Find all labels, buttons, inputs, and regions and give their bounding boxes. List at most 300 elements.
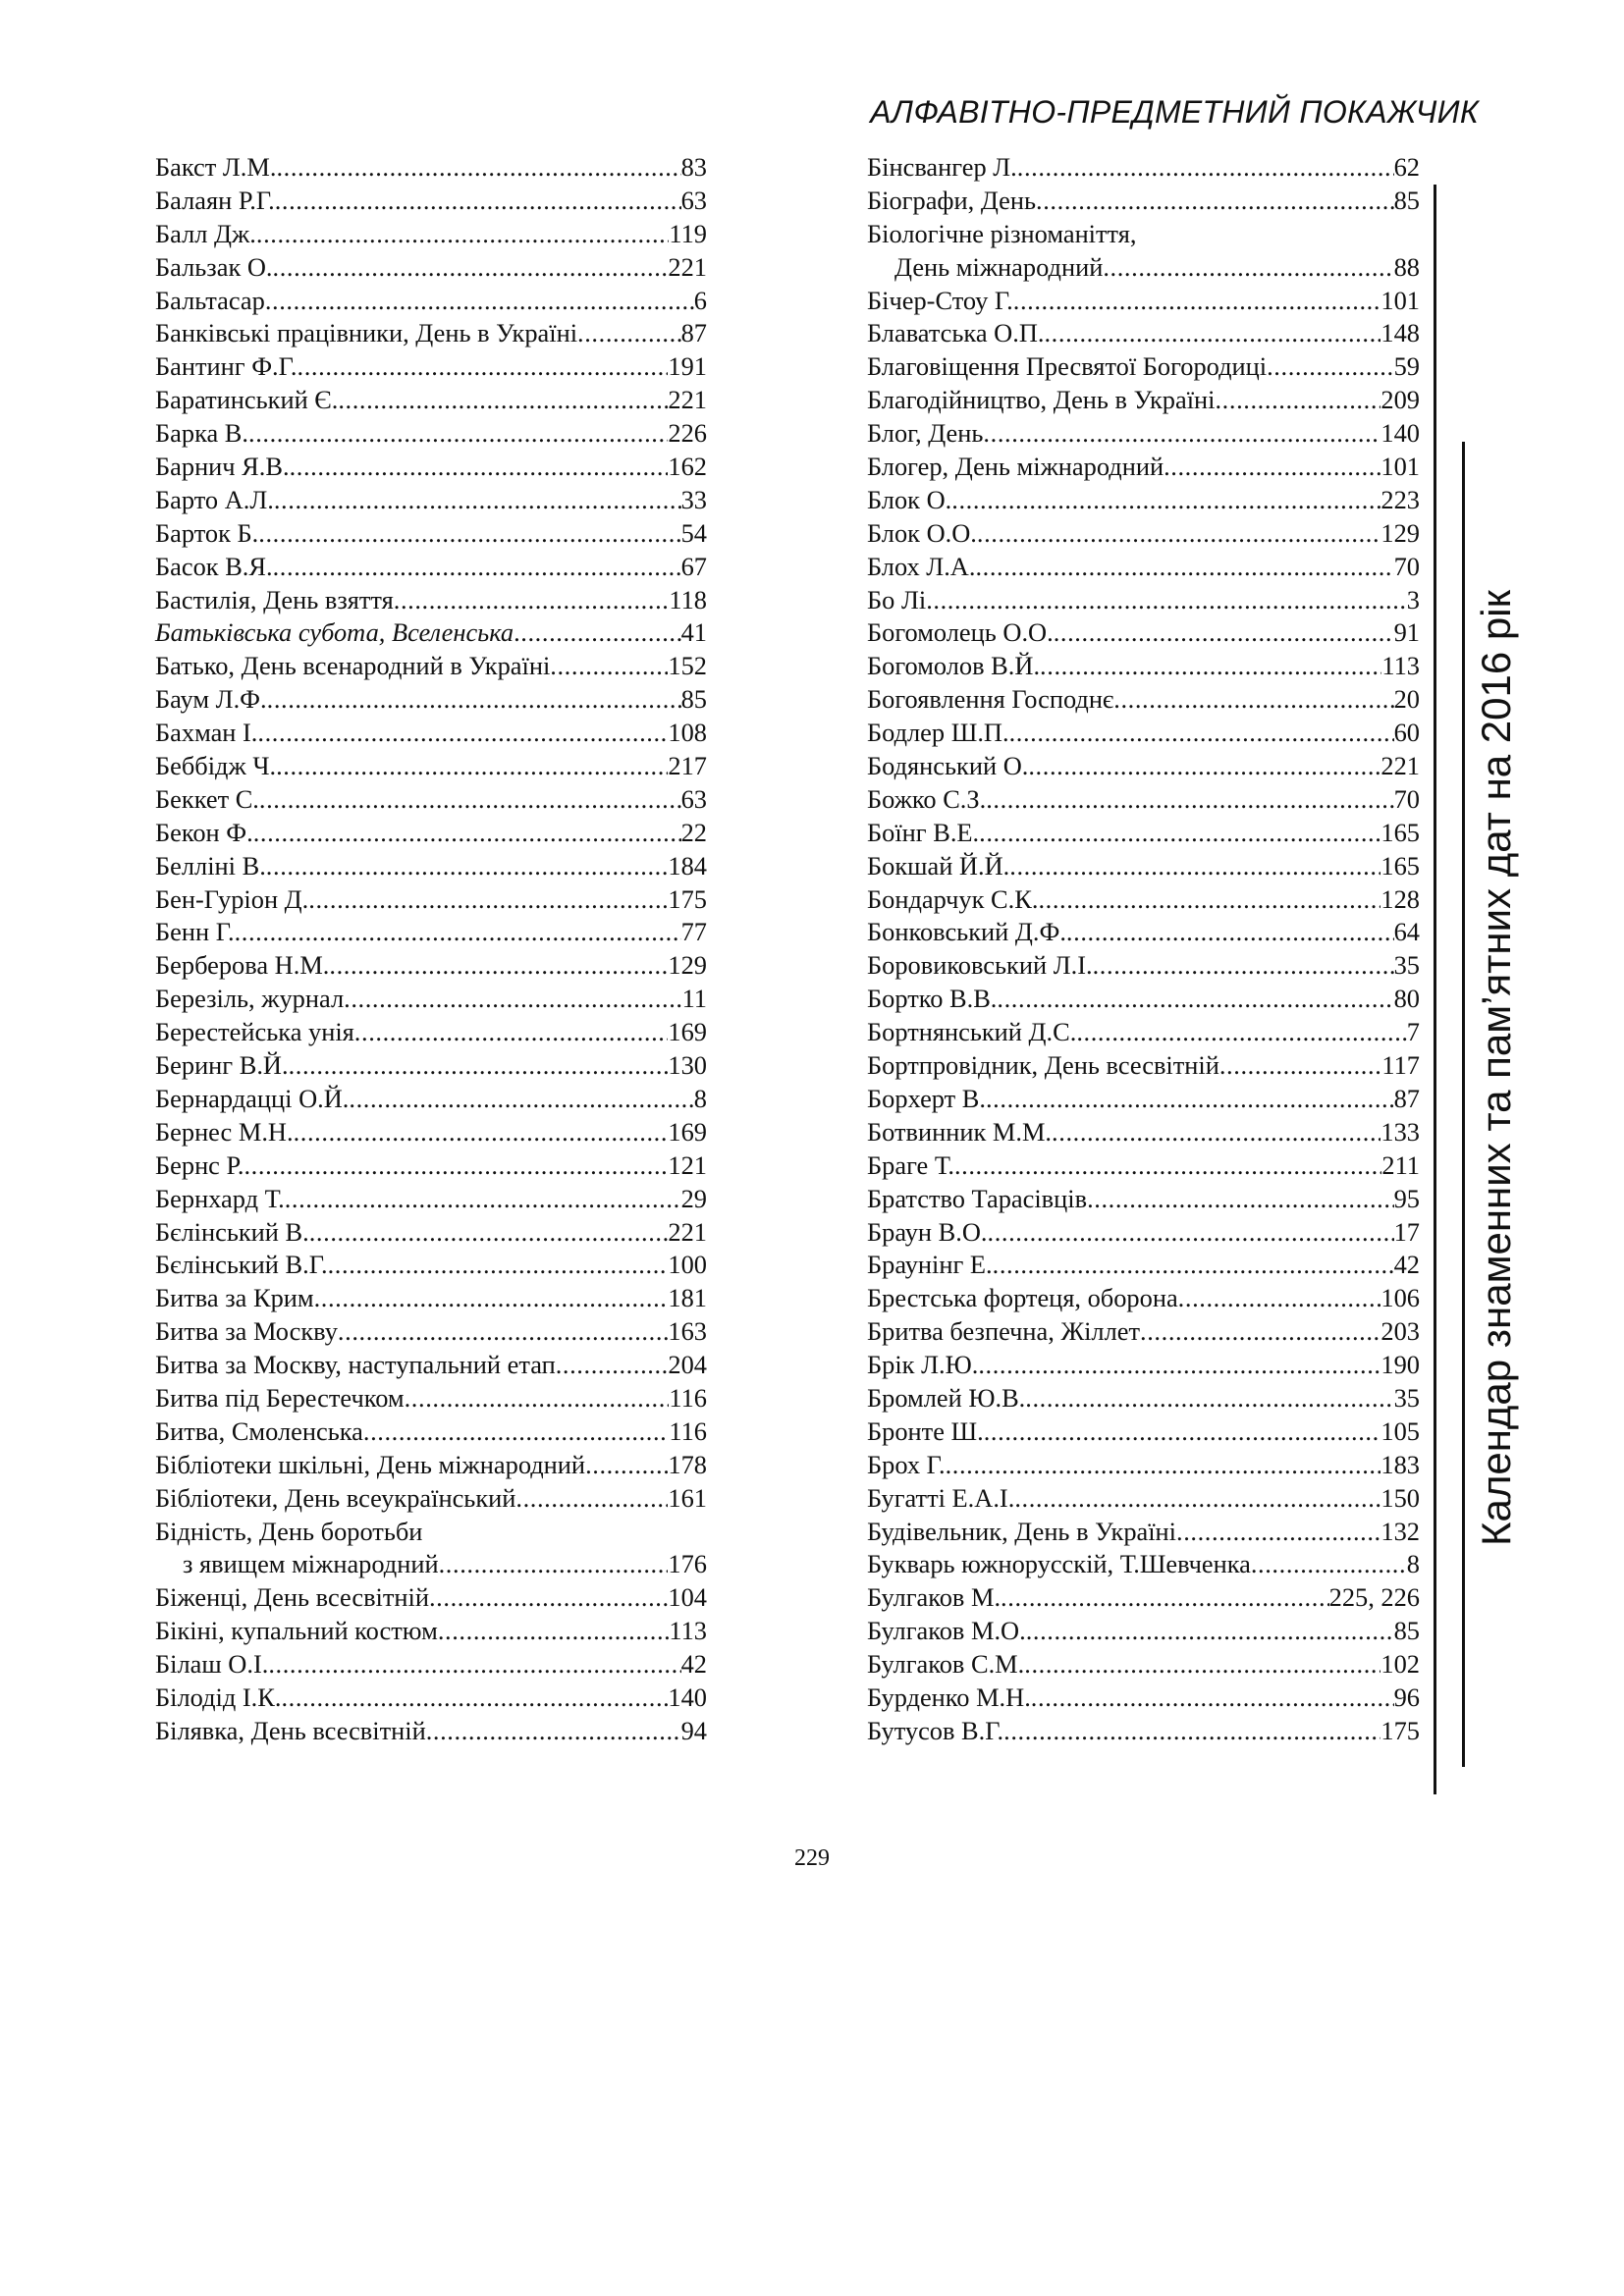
- index-entry-page: 101: [1380, 452, 1420, 482]
- index-entry-page: 130: [668, 1050, 707, 1081]
- index-entry-page: 85: [680, 684, 707, 715]
- index-entry-page: 42: [1393, 1250, 1420, 1280]
- index-entry-name: Бен-Гуріон Д.: [155, 883, 309, 914]
- index-entry: [155, 1682, 707, 1715]
- index-entry-name: Бальзак О.: [155, 251, 273, 282]
- index-entry: [155, 650, 707, 683]
- index-entry: [867, 1083, 1420, 1116]
- index-entry-name: Бакст Л.М.: [155, 152, 277, 182]
- index-entry: [155, 1183, 707, 1216]
- dot-leader: [515, 1482, 668, 1516]
- index-entry-name: Бібліотеки, День всеукраїнський: [155, 1482, 516, 1513]
- index-entry-page: 87: [1393, 1083, 1420, 1113]
- dot-leader: [1113, 683, 1393, 717]
- dot-leader: [988, 1216, 1394, 1250]
- dot-leader: [1014, 1482, 1380, 1516]
- dot-leader: [258, 517, 680, 551]
- index-entry-name: Боровиковський Л.І.: [867, 950, 1093, 981]
- index-entry-page: 184: [668, 850, 707, 881]
- index-entry-page: 133: [1380, 1116, 1420, 1147]
- index-entry-name: Біженці, День всесвітній: [155, 1582, 429, 1613]
- index-entry-page: 217: [668, 751, 707, 781]
- index-entry-page: 132: [1380, 1516, 1420, 1546]
- index-entry-name: Бокшай Й.Й.: [867, 850, 1010, 881]
- index-entry: [867, 949, 1420, 983]
- index-entry: [867, 350, 1420, 384]
- index-entry-name: Берестейська унія: [155, 1017, 354, 1047]
- dot-leader: [274, 484, 681, 517]
- index-entry-name: Будівельник, День в Україні: [867, 1516, 1177, 1546]
- dot-leader: [235, 916, 681, 949]
- index-entry-name: Битва за Москву, наступальний етап: [155, 1350, 556, 1380]
- index-entry: [155, 317, 707, 350]
- index-entry-name: Белліні В.: [155, 850, 266, 881]
- index-entry: [155, 883, 707, 917]
- index-entry-name: Бромлей Ю.В.: [867, 1382, 1026, 1413]
- index-entry-page: 175: [1380, 1715, 1420, 1745]
- index-entry: [155, 1615, 707, 1648]
- index-entry: [155, 350, 707, 384]
- index-entry-page: 63: [680, 185, 707, 215]
- dot-leader: [257, 717, 668, 750]
- index-entry-name: Барток Б.: [155, 517, 259, 548]
- index-entry: [867, 850, 1420, 883]
- index-entry-name: Бібліотеки шкільні, День міжнародний: [155, 1449, 586, 1479]
- dot-leader: [338, 384, 668, 417]
- index-entry-page: 140: [668, 1682, 707, 1712]
- index-entry-name: Бронте Ш.: [867, 1415, 984, 1446]
- index-entry: [867, 317, 1420, 350]
- dot-leader: [1024, 1648, 1380, 1682]
- index-entry-page: 181: [668, 1283, 707, 1313]
- index-entry-name: Бугатті Е.А.І.: [867, 1482, 1015, 1513]
- dot-leader: [926, 584, 1407, 617]
- index-entry-page: 6: [693, 285, 707, 315]
- dot-leader: [276, 151, 680, 185]
- dot-leader: [1009, 717, 1394, 750]
- dot-leader: [253, 817, 681, 850]
- dot-leader: [290, 451, 669, 484]
- dot-leader: [314, 1282, 669, 1315]
- dot-leader: [979, 817, 1380, 850]
- dot-leader: [256, 218, 670, 251]
- spine-title: Календар знаменних та пам’ятних дат на 2016 рік: [1473, 590, 1519, 1546]
- index-entry-name: Балл Дж.: [155, 218, 256, 248]
- index-entry-page: 117: [1381, 1050, 1420, 1081]
- index-entry-name: Блок О.О.: [867, 517, 977, 548]
- index-entry: [155, 750, 707, 783]
- dot-leader: [986, 1083, 1394, 1116]
- index-entry: [155, 1216, 707, 1250]
- index-entry-page: 95: [1393, 1183, 1420, 1213]
- index-entry: [155, 1149, 707, 1183]
- index-entry: [867, 417, 1420, 451]
- dot-leader: [993, 1249, 1394, 1282]
- index-entry-name: Барка В.: [155, 418, 248, 449]
- index-entry-page: 67: [680, 551, 707, 581]
- index-entry: [867, 1449, 1420, 1482]
- dot-leader: [265, 285, 694, 318]
- dot-leader: [1013, 285, 1381, 318]
- index-entry-page: 128: [1380, 883, 1420, 914]
- index-entry: [867, 1183, 1420, 1216]
- margin-rule-inner: [1462, 442, 1465, 1767]
- index-entry-name: Балаян Р.Г.: [155, 185, 275, 215]
- dot-leader: [1066, 916, 1394, 949]
- index-entry: [155, 1415, 707, 1449]
- index-entry-page: 88: [1393, 251, 1420, 282]
- index-entry: [155, 717, 707, 750]
- index-entry: [155, 983, 707, 1016]
- index-entry: [867, 1615, 1420, 1648]
- index-entry: [867, 1249, 1420, 1282]
- dot-leader: [577, 317, 681, 350]
- margin-rule-outer: [1434, 185, 1436, 1794]
- dot-leader: [1052, 1116, 1380, 1149]
- index-entry: [155, 783, 707, 817]
- index-column-right: [867, 151, 1420, 1748]
- index-entry-name: Букварь южнорусскій, Т.Шевченка: [867, 1549, 1251, 1579]
- index-entry-page: 221: [668, 385, 707, 415]
- index-entry-page: 190: [1380, 1350, 1420, 1380]
- index-entry: [867, 916, 1420, 949]
- index-entry-page: 121: [668, 1149, 707, 1180]
- index-entry: [155, 616, 707, 650]
- index-entry: [155, 517, 707, 551]
- dot-leader: [338, 1315, 668, 1349]
- index-entry-name: Бікіні, купальний костюм: [155, 1616, 438, 1646]
- index-entry-name: Битва за Москву: [155, 1316, 338, 1347]
- index-entry-name: Булгаков М.: [867, 1582, 1001, 1613]
- dot-leader: [975, 551, 1393, 584]
- index-entry: [867, 1349, 1420, 1382]
- index-entry-page: 54: [680, 517, 707, 548]
- dot-leader: [308, 883, 668, 917]
- index-entry: [155, 1482, 707, 1516]
- index-entry: [867, 584, 1420, 617]
- dot-leader: [986, 783, 1393, 817]
- index-entry-name: Бутусов В.Г.: [867, 1715, 1004, 1745]
- index-entry-name: Бернес М.Н.: [155, 1116, 294, 1147]
- dot-leader: [983, 417, 1380, 451]
- index-entry-page: 178: [668, 1449, 707, 1479]
- index-entry-name: Булгаков М.О.: [867, 1616, 1026, 1646]
- index-entry-page: 91: [1393, 617, 1420, 648]
- dot-leader: [1040, 650, 1381, 683]
- dot-leader: [1038, 883, 1380, 917]
- index-entry-name: Баратинський Є.: [155, 385, 339, 415]
- index-entry: [155, 1282, 707, 1315]
- index-entry: [155, 151, 707, 185]
- index-entry-page: 3: [1406, 584, 1420, 614]
- index-entry-page: 85: [1393, 1616, 1420, 1646]
- dot-leader: [429, 1581, 668, 1615]
- index-entry-page: 209: [1380, 385, 1420, 415]
- index-entry-heading: Бідність, День боротьби: [155, 1516, 423, 1546]
- index-entry-page: 140: [1380, 418, 1420, 449]
- index-entry-name: Божко С.З.: [867, 783, 987, 814]
- index-entry-name: Бортнянський Д.С.: [867, 1017, 1077, 1047]
- index-entry-page: 152: [668, 651, 707, 681]
- index-entry-page: 96: [1393, 1682, 1420, 1712]
- index-entry-name: Ботвинник М.М.: [867, 1116, 1053, 1147]
- index-entry-name: Барнич Я.В.: [155, 452, 290, 482]
- index-entry-name: Богомолов В.Й.: [867, 651, 1041, 681]
- dot-leader: [1178, 1282, 1381, 1315]
- index-entry: [155, 417, 707, 451]
- index-entry-page: 35: [1393, 1382, 1420, 1413]
- index-entry: [867, 285, 1420, 318]
- dot-leader: [556, 1349, 669, 1382]
- index-entry-page: 70: [1393, 783, 1420, 814]
- index-entry: [155, 850, 707, 883]
- dot-leader: [1164, 451, 1380, 484]
- index-entry-page: 102: [1380, 1649, 1420, 1680]
- index-entry: [867, 484, 1420, 517]
- index-entry-name: Бортко В.В.: [867, 984, 998, 1014]
- index-entry-name: Блогер, День міжнародний: [867, 452, 1164, 482]
- index-entry-name: Бінсвангер Л.: [867, 152, 1017, 182]
- index-entry-name: Браун В.О.: [867, 1216, 988, 1247]
- index-entry-page: 129: [1380, 517, 1420, 548]
- dot-leader: [1054, 616, 1394, 650]
- dot-leader: [1093, 949, 1394, 983]
- dot-leader: [1215, 384, 1380, 417]
- index-entry-page: 150: [1380, 1482, 1420, 1513]
- index-entry: [155, 1449, 707, 1482]
- index-entry: [867, 1648, 1420, 1682]
- index-entry: [867, 251, 1420, 285]
- index-entry-page: 211: [1381, 1149, 1420, 1180]
- index-entry-page: 221: [668, 251, 707, 282]
- index-entry-name: Бритва безпечна, Жіллет: [867, 1316, 1141, 1347]
- index-entry: [155, 1548, 707, 1581]
- index-entry-page: 105: [1380, 1415, 1420, 1446]
- index-entry: [867, 1049, 1420, 1083]
- index-entry: [155, 1581, 707, 1615]
- index-entry: [867, 783, 1420, 817]
- index-entry-page: 226: [668, 418, 707, 449]
- index-entry-name: Басок В.Я.: [155, 551, 273, 581]
- index-entry-page: 163: [668, 1316, 707, 1347]
- dot-leader: [997, 983, 1393, 1016]
- dot-leader: [266, 850, 669, 883]
- index-entry: [867, 1016, 1420, 1049]
- dot-leader: [1176, 1516, 1380, 1549]
- index-entry-page: 101: [1380, 285, 1420, 315]
- index-entry: [155, 484, 707, 517]
- dot-leader: [394, 584, 670, 617]
- index-entry-name: Бернардацці О.Й.: [155, 1083, 350, 1113]
- dot-leader: [294, 1116, 669, 1149]
- index-entry-page: 161: [668, 1482, 707, 1513]
- index-entry: [155, 285, 707, 318]
- index-entry: [867, 1682, 1420, 1715]
- index-entry-name: Беккет С.: [155, 783, 259, 814]
- dot-leader: [1028, 750, 1380, 783]
- dot-leader: [363, 1415, 670, 1449]
- index-entry-name: Бастилія, День взяття: [155, 584, 394, 614]
- index-entry-name: Блог, День: [867, 418, 984, 449]
- index-entry-continued: День міжнародний: [894, 251, 1104, 282]
- index-entry: [155, 185, 707, 218]
- index-entry-name: Бальтасар: [155, 285, 265, 315]
- dot-leader: [1036, 185, 1394, 218]
- index-entry: [867, 151, 1420, 185]
- dot-leader: [268, 1648, 680, 1682]
- index-entry-page: 60: [1393, 718, 1420, 748]
- index-entry-name: Богомолець О.О.: [867, 617, 1054, 648]
- index-entry-page: 17: [1393, 1216, 1420, 1247]
- index-entry-page: 176: [668, 1549, 707, 1579]
- index-entry-name: Благодійництво, День в Україні: [867, 385, 1216, 415]
- index-entry-name: Брох Г.: [867, 1449, 946, 1479]
- index-entry-name: Братство Тарасівців: [867, 1183, 1088, 1213]
- index-entry-page: 41: [680, 617, 707, 648]
- dot-leader: [405, 1382, 670, 1415]
- index-entry-page: 191: [668, 351, 707, 382]
- index-entry: [155, 384, 707, 417]
- index-entry: [155, 218, 707, 251]
- dot-leader: [1044, 317, 1380, 350]
- index-entry-page: 83: [680, 152, 707, 182]
- dot-leader: [259, 783, 681, 817]
- index-entry-name: Берберова Н.М.: [155, 950, 330, 981]
- index-entry: [155, 1315, 707, 1349]
- index-entry-name: Біографи, День: [867, 185, 1037, 215]
- dot-leader: [344, 983, 681, 1016]
- dot-leader: [309, 1216, 669, 1250]
- index-entry-page: 223: [1380, 484, 1420, 514]
- index-entry: [155, 451, 707, 484]
- index-entry: [867, 883, 1420, 917]
- index-entry-name: Богоявлення Господнє: [867, 684, 1114, 715]
- index-entry: [867, 1382, 1420, 1415]
- index-entry: [155, 1648, 707, 1682]
- index-entry-name: Бєлінський В.: [155, 1216, 309, 1247]
- index-entry: [155, 1715, 707, 1748]
- index-entry: [155, 584, 707, 617]
- index-entry: [867, 750, 1420, 783]
- index-entry-name: Бенн Г.: [155, 917, 235, 947]
- index-entry: [867, 1149, 1420, 1183]
- index-entry-page: 80: [1393, 984, 1420, 1014]
- index-entry-page: 85: [1393, 185, 1420, 215]
- index-entry: [867, 1415, 1420, 1449]
- index-entry-name: Батько, День всенародний в Україні: [155, 651, 551, 681]
- index-entry-page: 20: [1393, 684, 1420, 715]
- index-entry-name: Березіль, журнал: [155, 984, 345, 1014]
- index-entry-page: 42: [680, 1649, 707, 1680]
- index-entry-page: 70: [1393, 551, 1420, 581]
- dot-leader: [1009, 850, 1380, 883]
- index-entry-page: 108: [668, 718, 707, 748]
- index-entry-page: 87: [680, 318, 707, 348]
- index-entry-page: 77: [680, 917, 707, 947]
- dot-leader: [946, 1449, 1381, 1482]
- index-entry-name: Булгаков С.М.: [867, 1649, 1025, 1680]
- index-entry-name: Банківські працівники, День в Україні: [155, 318, 578, 348]
- index-entry: [867, 517, 1420, 551]
- index-entry-name: Барто А.Л.: [155, 484, 274, 514]
- index-entry-page: 8: [693, 1083, 707, 1113]
- index-entry-heading: Біологічне різноманіття,: [867, 218, 1137, 248]
- index-entry-name: Бондарчук С.К.: [867, 883, 1039, 914]
- dot-leader: [273, 251, 669, 285]
- index-entry-name: Борхерт В.: [867, 1083, 986, 1113]
- index-entry-page: 129: [668, 950, 707, 981]
- index-entry-page: 116: [669, 1415, 707, 1446]
- index-entry-name: Брестська фортеця, оборона: [867, 1283, 1178, 1313]
- index-entry: [155, 1116, 707, 1149]
- dot-leader: [977, 517, 1381, 551]
- index-entry-page: 165: [1380, 850, 1420, 881]
- dot-leader: [954, 1149, 1381, 1183]
- index-entry: [867, 451, 1420, 484]
- dot-leader: [289, 1049, 669, 1083]
- index-entry-page: 113: [1381, 651, 1420, 681]
- dot-leader: [438, 1615, 670, 1648]
- dot-leader: [1103, 251, 1393, 285]
- index-entry-page: 113: [669, 1616, 707, 1646]
- index-entry-name: Битва під Берестечком: [155, 1382, 405, 1413]
- index-entry-name: Благовіщення Пресвятої Богородиці: [867, 351, 1268, 382]
- index-entry-name: Блох Л.А.: [867, 551, 976, 581]
- dot-leader: [328, 1249, 669, 1282]
- index-entry-page: 64: [1393, 917, 1420, 947]
- index-entry-page: 22: [680, 817, 707, 847]
- index-entry: [155, 916, 707, 949]
- index-entry-name: Бєлінський В.Г.: [155, 1250, 328, 1280]
- index-entry: [867, 717, 1420, 750]
- index-entry-name: Баум Л.Ф.: [155, 684, 267, 715]
- index-entry-page: 203: [1380, 1316, 1420, 1347]
- dot-leader: [1219, 1049, 1382, 1083]
- dot-leader: [275, 185, 681, 218]
- index-entry-page: 62: [1393, 152, 1420, 182]
- index-entry: [155, 1382, 707, 1415]
- index-entry: [867, 1516, 1420, 1549]
- dot-leader: [1251, 1548, 1407, 1581]
- index-entry-name: Батьківська субота, Вселенська: [155, 617, 514, 648]
- dot-leader: [1001, 1581, 1329, 1615]
- page-number: 229: [794, 1845, 830, 1871]
- index-entry-name: Бічер-Стоу Г.: [867, 285, 1013, 315]
- index-entry-page: 63: [680, 783, 707, 814]
- index-entry-page: 11: [681, 984, 707, 1014]
- index-entry-name: Бортпровідник, День всесвітній: [867, 1050, 1219, 1081]
- index-entry-page: 35: [1393, 950, 1420, 981]
- index-entry-name: Беринг В.Й.: [155, 1050, 289, 1081]
- index-entry-name: Білодід І.К.: [155, 1682, 282, 1712]
- index-entry-name: Бонковський Д.Ф.: [867, 917, 1066, 947]
- index-entry-page: 7: [1406, 1017, 1420, 1047]
- index-entry-continued: з явищем міжнародний: [183, 1549, 439, 1579]
- dot-leader: [273, 551, 681, 584]
- index-entry: [155, 817, 707, 850]
- index-entry: [867, 683, 1420, 717]
- index-entry: [867, 1548, 1420, 1581]
- index-entry-page: 106: [1380, 1283, 1420, 1313]
- index-entry-page: 118: [669, 584, 707, 614]
- index-entry: [155, 1083, 707, 1116]
- index-entry-page: 183: [1380, 1449, 1420, 1479]
- index-entry-page: 204: [668, 1350, 707, 1380]
- index-entry-page: 59: [1393, 351, 1420, 382]
- index-entry-name: Бодянський О.: [867, 751, 1029, 781]
- dot-leader: [281, 1682, 668, 1715]
- index-entry-name: Брік Л.Ю.: [867, 1350, 979, 1380]
